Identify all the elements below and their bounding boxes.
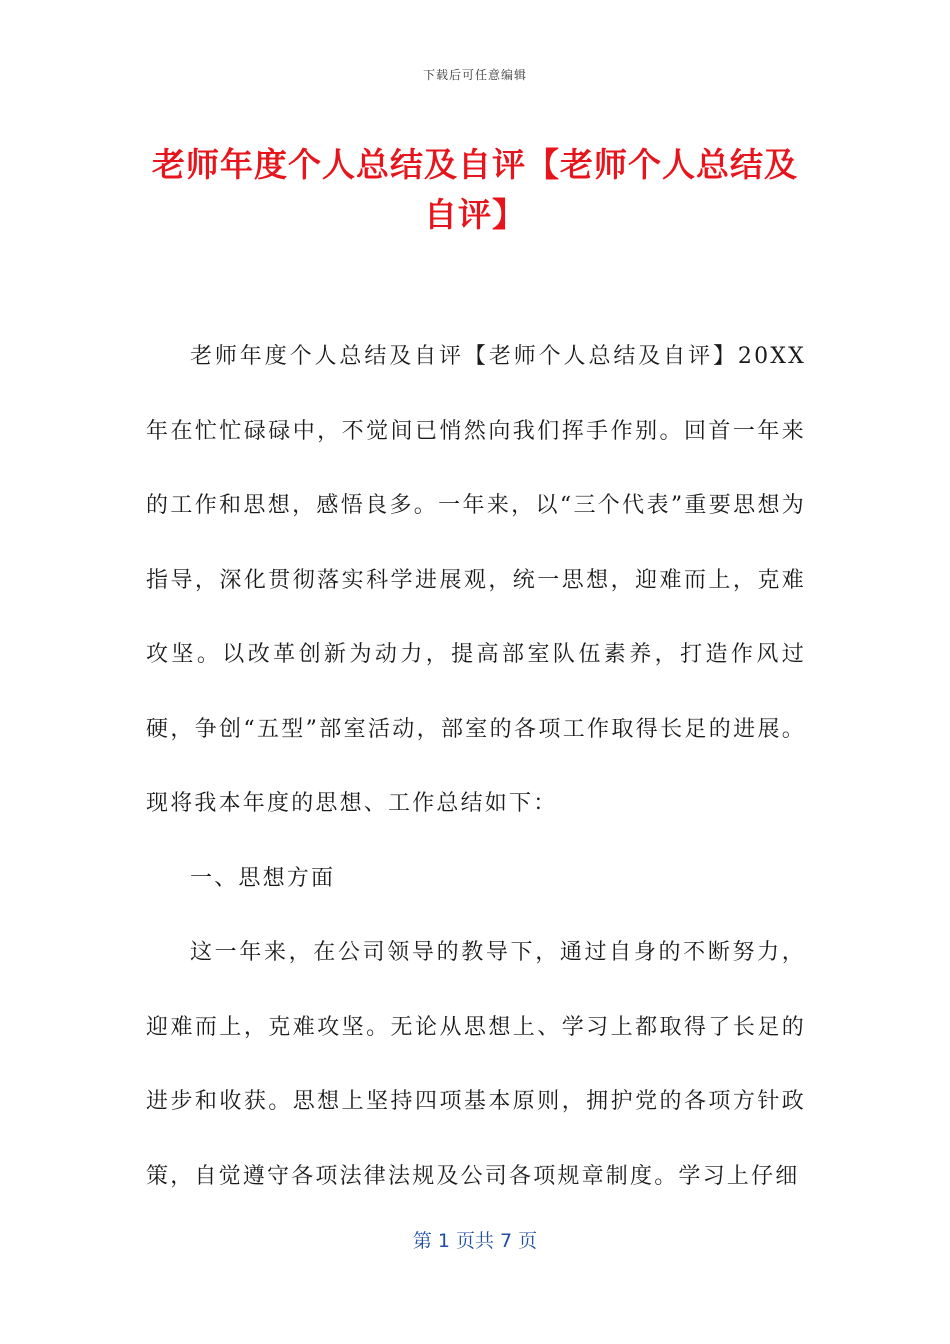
header-note: 下载后可任意编辑	[422, 68, 527, 82]
paragraph-thought: 这一年来，在公司领导的教导下，通过自身的不断努力，迎难而上，克难攻坚。无论从思想上、学习上都取得了长足的进步和收获。思想上坚持四项基本原则，拥护党的各项方针政策，自觉遵守各项法律法规及公司各项规章制度。学习上仔细	[146, 940, 806, 1189]
section-heading-thought: 一、思想方面	[190, 865, 336, 891]
document-body	[146, 320, 806, 1214]
paragraph-intro: 老师年度个人总结及自评【老师个人总结及自评】20XX年在忙忙碌碌中，不觉间已悄然向我们挥手作别。回首一年来的工作和思想，感悟良多。一年来，以“三个代表”重要思想为指导，深化贯彻落实科学进展观，统一思想，迎难而上，克难攻坚。以改革创新为动力，提高部室队伍素养，打造作风过硬，争创“五型”部室活动，部室的各项工作取得长足的进展。现将我本年度的思想、工作总结如下：	[146, 344, 806, 816]
page-number-footer: 第 1 页共 7 页	[412, 1230, 538, 1252]
document-title: 老师年度个人总结及自评【老师个人总结及自评】	[152, 145, 798, 234]
